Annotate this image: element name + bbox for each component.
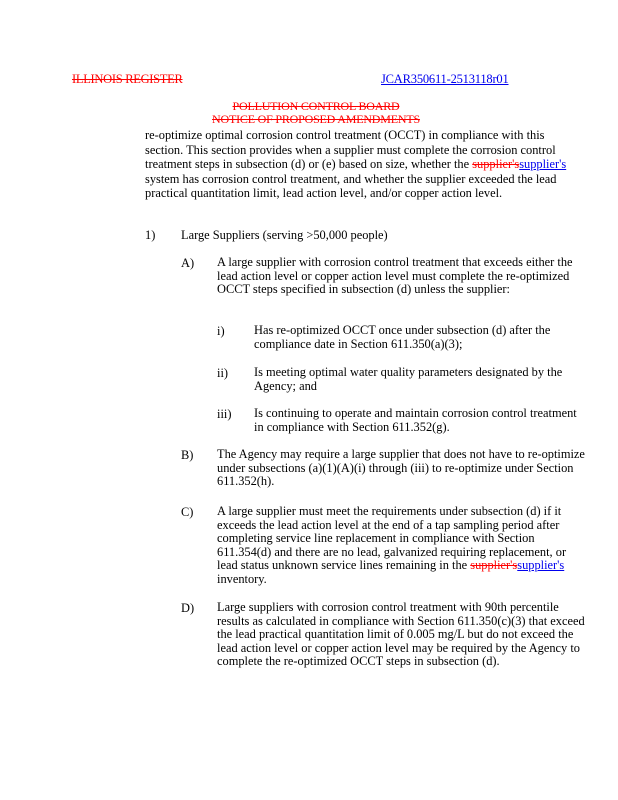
register-header: ILLINOIS REGISTER [72, 72, 183, 86]
deleted-text: supplier's [470, 558, 518, 573]
item-1-number: 1) [145, 228, 156, 242]
item-c-text [217, 505, 585, 587]
item-a-ii-number: ii) [217, 366, 229, 380]
item-a-iii-text: Is continuing to operate and maintain corrosion control treatment in compliance with Section 611.352(g). [254, 406, 577, 434]
board-title: POLLUTION CONTROL BOARD [232, 99, 400, 113]
item-d-text: Large suppliers with corrosion control treatment with 90th percentile results as calculated in compliance with Section 611.350(c)(3) that exceed the lead practical quantitation limit of 0.005 mg/L but do not exceed the lead action level or copper action level may be required by the Agency to complete the re-optimized OCCT steps in subsection (d). [217, 600, 585, 669]
item-d-number: D) [181, 601, 195, 615]
intro-text-2: system has corrosion control treatment, and whether the supplier exceeded the lead practical quantitation limit, lead action level, and/or copper action level. [145, 171, 557, 201]
item-c-text-2: inventory. [217, 571, 267, 586]
intro-paragraph [145, 128, 585, 201]
deleted-text: supplier's [472, 157, 520, 172]
item-c-text-1: A large supplier must meet the requirements under subsection (d) if it exceeds the lead action level at the end of a tap sampling period after completing service line replacement in compliance with Section 611.354(d) and there are no lead, galvanized requiring replacement, or lead status unknown service lines remaining in the [217, 504, 567, 573]
item-b-text: The Agency may require a large supplier that does not have to re-optimize under subsections (a)(1)(A)(i) through (iii) to re-optimize under Section 611.352(h). [217, 447, 585, 489]
item-b-number: B) [181, 448, 194, 462]
item-a-i-text: Has re-optimized OCCT once under subsection (d) after the compliance date in Section 611.350(a)(3); [254, 323, 551, 351]
item-a-ii-text: Is meeting optimal water quality parameters designated by the Agency; and [254, 365, 563, 393]
item-c-number: C) [181, 505, 194, 519]
item-1-text: Large Suppliers (serving >50,000 people) [181, 228, 388, 242]
item-a-number: A) [181, 256, 195, 270]
inserted-text: supplier's [519, 157, 567, 172]
notice-title: NOTICE OF PROPOSED AMENDMENTS [212, 112, 420, 126]
item-a-iii-number: iii) [217, 407, 232, 421]
intro-text-1: re-optimize optimal corrosion control treatment (OCCT) in compliance with this section. This section provides when a supplier must complete the corrosion control treatment steps in subsection (d) or (e) based on size, whether the [145, 128, 556, 172]
item-a-text: A large supplier with corrosion control treatment that exceeds either the lead action level or copper action level must complete the re-optimized OCCT steps specified in subsection (d) unless the supplier: [217, 255, 573, 297]
document-code: JCAR350611-2513118r01 [381, 72, 509, 86]
item-a-i-number: i) [217, 324, 225, 338]
inserted-text: supplier's [517, 558, 565, 573]
